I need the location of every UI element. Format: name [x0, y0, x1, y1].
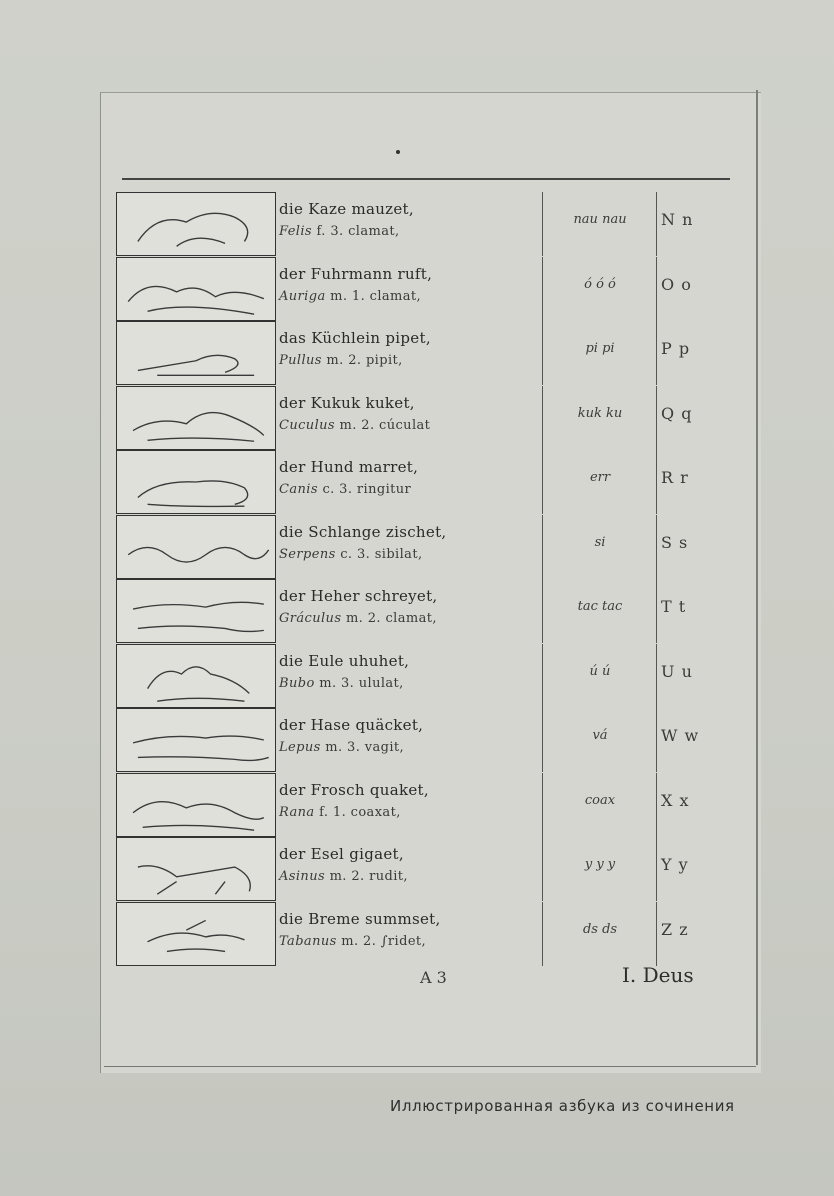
latin-noun: Canis: [279, 482, 318, 497]
catchword: I. Deus: [622, 963, 694, 987]
table-row: [116, 644, 736, 708]
latin-noun: Serpens: [279, 546, 336, 562]
carter-illustration: [116, 257, 276, 321]
latin-noun: Rana: [279, 804, 315, 820]
latin-grammar: m. 2. rudit,: [325, 869, 408, 884]
german-phrase: der Heher schreyet,: [279, 587, 438, 605]
german-phrase: der Hund marret,: [279, 458, 419, 476]
latin-noun: Bubo: [279, 675, 315, 691]
signature-mark: A 3: [420, 968, 447, 987]
german-phrase: der Frosch quaket,: [279, 780, 429, 799]
column-divider: [656, 644, 657, 708]
sound-syllable: tac tac: [577, 599, 623, 614]
chick-illustration: [116, 321, 276, 385]
column-divider: [656, 902, 657, 966]
column-divider: [656, 515, 657, 579]
column-divider: [542, 708, 543, 772]
column-divider: [656, 450, 657, 514]
latin-grammar: m. 3. ululat,: [314, 675, 404, 691]
latin-noun: Auriga: [279, 288, 326, 304]
latin-phrase: [279, 547, 422, 562]
alphabet-letter: Y y: [661, 855, 689, 874]
sound-syllable: ú ú: [589, 663, 611, 679]
latin-phrase: [279, 740, 404, 755]
sound-syllable: nau nau: [573, 212, 627, 227]
sound-syllable: si: [594, 534, 606, 550]
column-divider: [542, 515, 543, 579]
column-divider: [542, 386, 543, 450]
table-row: [116, 386, 736, 450]
latin-phrase: [279, 934, 426, 949]
german-phrase: der Hase quäcket,: [279, 716, 424, 734]
latin-phrase: [279, 482, 411, 497]
sound-syllable: vá: [592, 728, 608, 743]
latin-grammar: m. 3. vagit,: [320, 740, 405, 755]
latin-phrase: [279, 676, 404, 691]
jay-illustration: [116, 579, 276, 643]
latin-grammar: c. 3. ringitur: [317, 482, 412, 497]
german-phrase: die Kaze mauzet,: [279, 200, 414, 218]
alphabet-letter: U u: [661, 661, 693, 681]
ink-dot: [396, 150, 400, 154]
alphabet-letter: N n: [661, 210, 694, 229]
latin-grammar: m. 2. pipit,: [321, 353, 403, 368]
table-row: [116, 708, 736, 772]
frog-illustration: [116, 773, 276, 837]
latin-noun: Tabanus: [279, 933, 337, 949]
column-divider: [542, 192, 543, 256]
column-divider: [542, 450, 543, 514]
german-phrase: die Schlange zischet,: [279, 522, 447, 541]
bottom-rule: [104, 1066, 756, 1067]
column-divider: [542, 837, 543, 901]
caption: Иллюстрированная азбука из сочинения: [390, 1097, 735, 1115]
table-top-rule: [122, 178, 730, 180]
latin-phrase: [279, 418, 430, 433]
german-phrase: der Kukuk kuket,: [279, 393, 415, 412]
column-divider: [656, 837, 657, 901]
latin-noun: Felis: [279, 224, 312, 239]
table-row: [116, 515, 736, 579]
donkey-illustration: [116, 837, 276, 901]
alphabet-letter: W w: [661, 726, 700, 745]
column-divider: [542, 902, 543, 966]
hare-illustration: [116, 708, 276, 772]
german-phrase: das Küchlein pipet,: [279, 329, 431, 347]
dog-illustration: [116, 450, 276, 514]
latin-phrase: [279, 224, 400, 239]
latin-phrase: [279, 805, 401, 820]
owl-illustration: [116, 644, 276, 708]
gadfly-illustration: [116, 902, 276, 966]
sound-syllable: pi pi: [585, 341, 615, 356]
column-divider: [656, 708, 657, 772]
latin-grammar: f. 3. clamat,: [312, 224, 400, 239]
column-divider: [656, 386, 657, 450]
latin-grammar: m. 2. cúculat: [334, 417, 431, 433]
column-divider: [656, 257, 657, 321]
column-divider: [656, 773, 657, 837]
latin-phrase: [279, 353, 403, 368]
alphabet-letter: P p: [661, 339, 691, 358]
sound-syllable: coax: [584, 792, 616, 808]
cuckoo-illustration: [116, 386, 276, 450]
latin-noun: Cuculus: [279, 417, 335, 433]
sound-syllable: ó ó ó: [584, 276, 616, 292]
german-phrase: die Eule uhuhet,: [279, 651, 410, 670]
alphabet-letter: Z z: [661, 919, 689, 939]
alphabet-letter: S s: [661, 532, 689, 552]
latin-phrase: [279, 289, 421, 304]
cat-illustration: [116, 192, 276, 256]
german-phrase: der Fuhrmann ruft,: [279, 264, 433, 283]
latin-noun: Pullus: [279, 353, 322, 368]
latin-grammar: m. 2. ∫ridet,: [336, 933, 427, 949]
latin-noun: Lepus: [279, 740, 321, 755]
column-divider: [542, 773, 543, 837]
latin-phrase: [279, 869, 408, 884]
latin-noun: Asinus: [279, 869, 326, 884]
column-divider: [656, 579, 657, 643]
latin-grammar: m. 2. clamat,: [341, 611, 437, 626]
snake-illustration: [116, 515, 276, 579]
table-row: [116, 321, 736, 385]
alphabet-letter: T t: [661, 597, 687, 616]
german-phrase: die Breme summset,: [279, 909, 441, 928]
table-row: [116, 579, 736, 643]
sound-syllable: kuk ku: [577, 405, 623, 421]
table-row: [116, 257, 736, 321]
table-row: [116, 902, 736, 966]
latin-grammar: c. 3. sibilat,: [335, 546, 423, 562]
latin-grammar: m. 1. clamat,: [325, 288, 422, 304]
table-row: [116, 192, 736, 256]
alphabet-letter: O o: [661, 274, 692, 294]
table-row: [116, 837, 736, 901]
sound-syllable: err: [589, 470, 611, 485]
german-phrase: der Esel gigaet,: [279, 845, 404, 863]
column-divider: [542, 644, 543, 708]
latin-grammar: f. 1. coaxat,: [314, 804, 401, 820]
column-divider: [542, 321, 543, 385]
latin-noun: Gráculus: [279, 611, 342, 626]
column-divider: [542, 257, 543, 321]
plate-edge: [756, 90, 758, 1065]
column-divider: [656, 321, 657, 385]
table-row: [116, 450, 736, 514]
sound-syllable: y y y: [584, 857, 616, 872]
latin-phrase: [279, 611, 437, 626]
sound-syllable: ds ds: [582, 921, 618, 937]
alphabet-letter: X x: [661, 790, 690, 810]
column-divider: [656, 192, 657, 256]
column-divider: [542, 579, 543, 643]
alphabet-letter: Q q: [661, 403, 693, 423]
table-row: [116, 773, 736, 837]
alphabet-letter: R r: [661, 468, 689, 487]
